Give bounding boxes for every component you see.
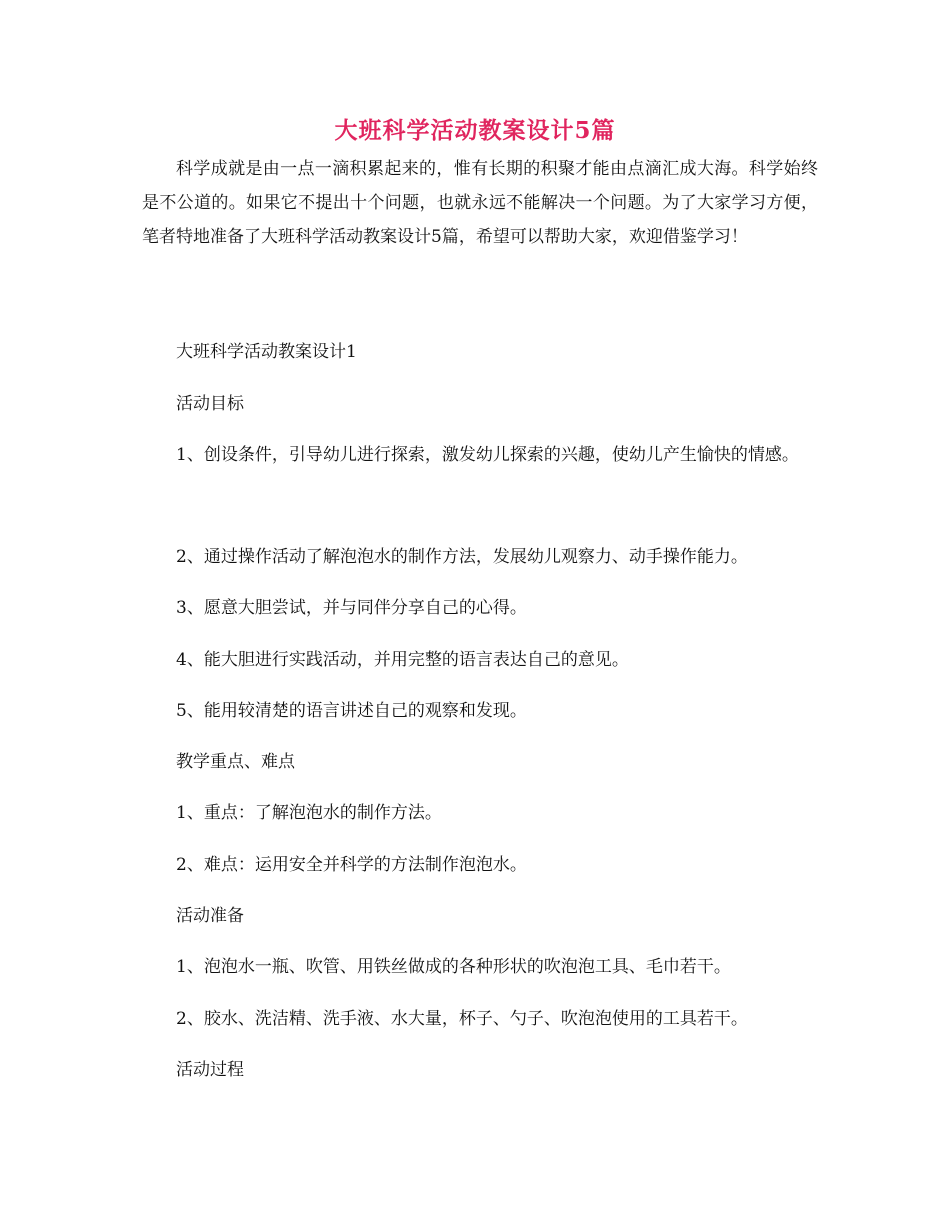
section-heading-preparation: 活动准备 [176,906,244,926]
section-heading-objectives: 活动目标 [176,394,244,414]
objective-item-4: 4、能大胆进行实践活动，并用完整的语言表达自己的意见。 [176,650,629,670]
section-heading-lesson-1: 大班科学活动教案设计1 [176,342,357,362]
key-point-item-1: 1、重点：了解泡泡水的制作方法。 [176,803,442,823]
preparation-item-2: 2、胶水、洗洁精、洗手液、水大量，杯子、勺子、吹泡泡使用的工具若干。 [176,1009,748,1029]
document-title: 大班科学活动教案设计5篇 [334,117,616,144]
section-heading-key-points: 教学重点、难点 [176,752,295,772]
key-point-item-2: 2、难点：运用安全并科学的方法制作泡泡水。 [176,855,527,875]
intro-paragraph: 科学成就是由一点一滴积累起来的，惟有长期的积聚才能由点滴汇成大海。科学始终是不公道的。如果它不提出十个问题，也就永远不能解决一个问题。为了大家学习方便，笔者特地准备了大班科学活动教案设计5篇，希望可以帮助大家，欢迎借鉴学习！ [142,159,818,247]
objective-item-3: 3、愿意大胆尝试，并与同伴分享自己的心得。 [176,598,527,618]
section-heading-process: 活动过程 [176,1060,244,1080]
objective-item-2: 2、通过操作活动了解泡泡水的制作方法，发展幼儿观察力、动手操作能力。 [176,547,748,567]
objective-item-5: 5、能用较清楚的语言讲述自己的观察和发现。 [176,701,527,721]
objective-item-1: 1、创设条件，引导幼儿进行探索，激发幼儿探索的兴趣，使幼儿产生愉快的情感。 [176,445,799,465]
preparation-item-1: 1、泡泡水一瓶、吹管、用铁丝做成的各种形状的吹泡泡工具、毛巾若干。 [176,957,731,977]
